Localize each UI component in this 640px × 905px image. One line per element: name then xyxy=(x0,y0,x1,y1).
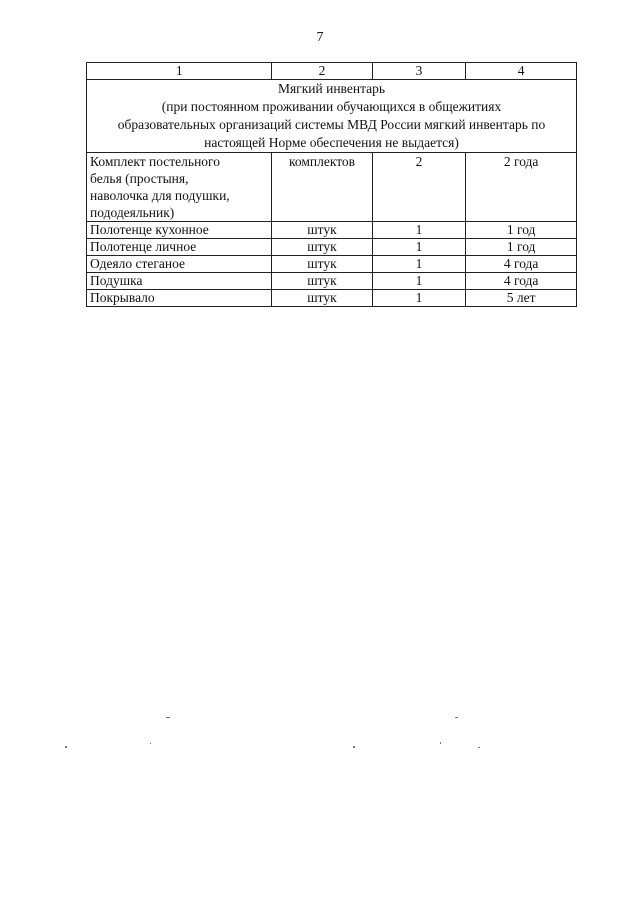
scan-speck xyxy=(440,742,441,744)
section-note-line: (при постоянном проживании обучающихся в общежитиях xyxy=(161,99,502,114)
table-row xyxy=(87,290,577,307)
item-name: Одеяло стеганое xyxy=(87,256,272,273)
item-quantity: 1 xyxy=(372,273,466,290)
section-cell xyxy=(87,80,577,153)
table-row xyxy=(87,153,577,222)
page-number: 7 xyxy=(316,30,324,45)
item-quantity: 1 xyxy=(372,239,466,256)
norm-table xyxy=(86,62,577,307)
section-row xyxy=(87,80,577,153)
scan-speck xyxy=(353,746,355,748)
item-quantity: 1 xyxy=(372,222,466,239)
item-term: 2 года xyxy=(466,153,577,222)
table-row xyxy=(87,256,577,273)
item-name: Полотенце личное xyxy=(87,239,272,256)
column-number-3: 3 xyxy=(372,63,466,80)
item-name-line: наволочка для подушки, xyxy=(90,188,230,203)
scan-speck xyxy=(166,717,170,718)
section-note-line: образовательных организаций системы МВД России мягкий инвентарь по xyxy=(117,117,546,132)
table-row xyxy=(87,222,577,239)
item-quantity: 2 xyxy=(372,153,466,222)
item-name: Подушка xyxy=(87,273,272,290)
item-term: 1 год xyxy=(466,239,577,256)
table-row xyxy=(87,239,577,256)
item-term: 5 лет xyxy=(466,290,577,307)
item-unit: штук xyxy=(272,256,372,273)
item-unit: штук xyxy=(272,239,372,256)
item-name: Полотенце кухонное xyxy=(87,222,272,239)
item-term: 4 года xyxy=(466,256,577,273)
item-name-line: белья (простыня, xyxy=(90,171,189,186)
item-unit: штук xyxy=(272,273,372,290)
scan-speck xyxy=(65,746,67,748)
scan-speck xyxy=(455,717,458,718)
scan-speck xyxy=(478,747,480,748)
item-name-line: пододеяльник) xyxy=(90,205,175,220)
column-number-4: 4 xyxy=(466,63,577,80)
item-quantity: 1 xyxy=(372,256,466,273)
item-unit: комплектов xyxy=(272,153,372,222)
item-name-cell xyxy=(87,153,272,222)
item-name: Покрывало xyxy=(87,290,272,307)
item-name-line: Комплект постельного xyxy=(90,154,220,169)
item-unit: штук xyxy=(272,222,372,239)
scan-speck xyxy=(150,743,151,744)
item-quantity: 1 xyxy=(372,290,466,307)
table-header-row xyxy=(87,63,577,80)
item-term: 1 год xyxy=(466,222,577,239)
column-number-2: 2 xyxy=(272,63,372,80)
item-term: 4 года xyxy=(466,273,577,290)
section-note-line: настоящей Норме обеспечения не выдается) xyxy=(204,135,459,150)
column-number-1: 1 xyxy=(87,63,272,80)
table-row xyxy=(87,273,577,290)
item-unit: штук xyxy=(272,290,372,307)
section-title: Мягкий инвентарь xyxy=(277,81,386,96)
